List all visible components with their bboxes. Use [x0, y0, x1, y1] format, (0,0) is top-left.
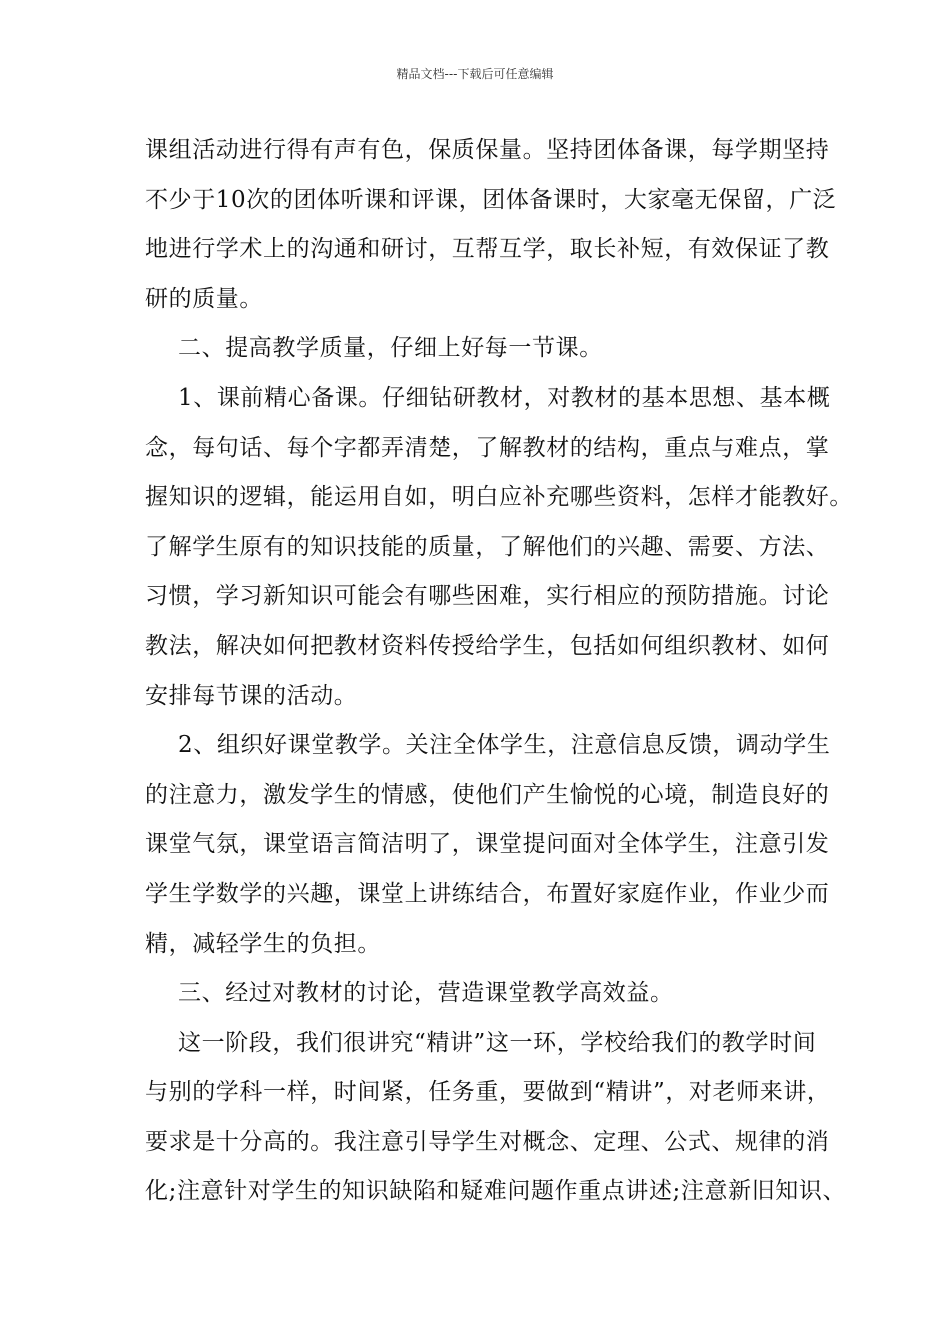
paragraph-line: 这一阶段，我们很讲究“精讲”这一环，学校给我们的教学时间 — [178, 1029, 817, 1056]
document-body — [145, 126, 853, 1217]
section-heading: 二、提高教学质量，仔细上好每一节课。 — [178, 335, 603, 362]
paragraph-line: 教法，解决如何把教材资料传授给学生，包括如何组织教材、如何 — [145, 632, 830, 659]
paragraph-line: 不少于10次的团体听课和评课，团体备课时，大家毫无保留，广泛 — [145, 186, 837, 213]
paragraph-line: 的注意力，激发学生的情感，使他们产生愉悦的心境，制造良好的 — [145, 781, 830, 808]
paragraph-line: 课堂气氛，课堂语言简洁明了，课堂提问面对全体学生，注意引发 — [145, 831, 830, 858]
paragraph-line: 了解学生原有的知识技能的质量，了解他们的兴趣、需要、方法、 — [145, 533, 830, 560]
paragraph-line: 2、组织好课堂教学。关注全体学生，注意信息反馈，调动学生 — [178, 732, 831, 759]
paragraph-line: 念，每句话、每个字都弄清楚，了解教材的结构，重点与难点，掌 — [145, 434, 830, 461]
paragraph-line: 1、课前精心备课。仔细钻研教材，对教材的基本思想、基本概 — [178, 384, 831, 411]
paragraph-line: 学生学数学的兴趣，课堂上讲练结合，布置好家庭作业，作业少而 — [145, 880, 830, 907]
paragraph-line: 与别的学科一样，时间紧，任务重，要做到“精讲”，对老师来讲， — [145, 1079, 831, 1106]
paragraph-line: 地进行学术上的沟通和研讨，互帮互学，取长补短，有效保证了教 — [145, 236, 830, 263]
paragraph-line: 要求是十分高的。我注意引导学生对概念、定理、公式、规律的消 — [145, 1128, 830, 1155]
section-heading: 三、经过对教材的讨论，营造课堂教学高效益。 — [178, 980, 674, 1007]
paragraph-line: 精，减轻学生的负担。 — [145, 930, 381, 957]
paragraph-line: 握知识的逻辑，能运用自如，明白应补充哪些资料，怎样才能教好。 — [145, 484, 853, 511]
paragraph-line: 习惯，学习新知识可能会有哪些困难，实行相应的预防措施。讨论 — [145, 583, 830, 610]
paragraph-line: 安排每节课的活动。 — [145, 682, 358, 709]
paragraph-line: 研的质量。 — [145, 285, 263, 312]
paragraph-line: 化;注意针对学生的知识缺陷和疑难问题作重点讲述;注意新旧知识、 — [145, 1178, 847, 1205]
paragraph-line: 课组活动进行得有声有色，保质保量。坚持团体备课，每学期坚持 — [145, 137, 830, 163]
page-header: 精品文档---下载后可任意编辑 — [396, 67, 554, 81]
